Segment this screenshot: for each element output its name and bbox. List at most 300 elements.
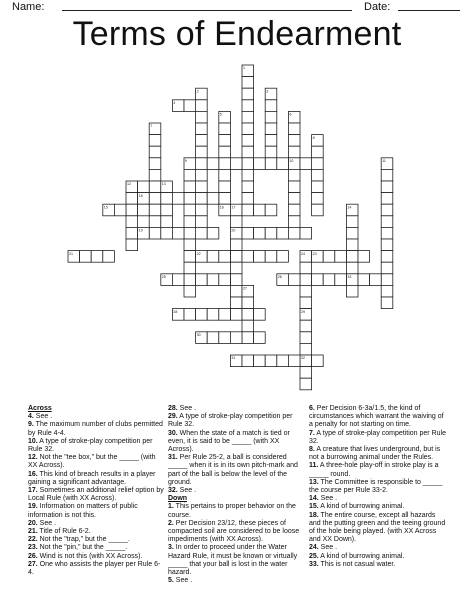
grid-cell[interactable] [219, 158, 231, 170]
grid-cell[interactable] [265, 123, 277, 135]
grid-cell[interactable] [300, 378, 312, 390]
grid-cell[interactable] [288, 169, 300, 181]
clue-text: Not the "trap," but the _____. [37, 536, 130, 544]
grid-cell[interactable] [242, 135, 254, 147]
grid-clue-number: 20 [231, 228, 236, 233]
grid-cell[interactable] [184, 274, 196, 286]
clue-text: Information on matters of public information is not this. [28, 503, 138, 519]
grid-cell[interactable] [126, 204, 138, 216]
grid-cell[interactable] [149, 193, 161, 205]
grid-cell[interactable] [149, 181, 161, 193]
grid-cell[interactable] [196, 193, 208, 205]
grid-cell[interactable] [219, 274, 231, 286]
clue-text: A type of stroke-play competition per Rule 32. [168, 413, 293, 429]
clue-text: The entire course, except all hazards and the putting green and the teeing ground of the hole being played. (with XX Across and XX Down). [309, 511, 446, 544]
grid-cell[interactable] [381, 251, 393, 263]
grid-cell[interactable] [196, 135, 208, 147]
grid-cell[interactable] [265, 158, 277, 170]
grid-clue-number: 16 [219, 205, 224, 210]
date-label: Date: [364, 1, 391, 13]
grid-cell[interactable] [149, 146, 161, 158]
grid-cell[interactable] [149, 135, 161, 147]
grid-cell[interactable] [300, 332, 312, 344]
clue-item [28, 520, 164, 528]
grid-cell[interactable] [254, 332, 266, 344]
grid-cell[interactable] [265, 251, 277, 263]
grid-cell[interactable] [277, 227, 289, 239]
grid-cell[interactable] [207, 251, 219, 263]
grid-cell[interactable] [300, 367, 312, 379]
clue-item [309, 553, 447, 561]
grid-cell[interactable] [381, 181, 393, 193]
grid-cell[interactable] [265, 135, 277, 147]
clue-column-3 [309, 405, 447, 569]
grid-cell[interactable] [265, 146, 277, 158]
clue-number: 33. [309, 560, 319, 568]
grid-cell[interactable] [346, 227, 358, 239]
clue-text: A kind of burrowing animal. [318, 552, 405, 560]
clue-number: 5. [168, 577, 174, 585]
grid-cell[interactable] [207, 309, 219, 321]
clue-text: See . [177, 487, 197, 495]
grid-cell[interactable] [196, 111, 208, 123]
grid-cell[interactable] [242, 77, 254, 89]
clue-item [168, 520, 304, 545]
clue-text: This is not casual water. [318, 560, 396, 568]
grid-cell[interactable] [381, 204, 393, 216]
name-label: Name: [12, 1, 45, 13]
grid-cell[interactable] [126, 193, 138, 205]
clue-number: 11. [309, 462, 319, 470]
grid-clue-number: 4 [173, 101, 176, 105]
grid-cell[interactable] [242, 158, 254, 170]
clue-text: See . [318, 495, 338, 503]
grid-cell[interactable] [207, 274, 219, 286]
grid-cell[interactable] [219, 135, 231, 147]
grid-cell[interactable] [242, 123, 254, 135]
grid-cell[interactable] [138, 181, 150, 193]
grid-cell[interactable] [381, 227, 393, 239]
grid-cell[interactable] [196, 227, 208, 239]
clue-text: When the state of a match is tied or even, it is said to be _____ (with XX Across). [168, 429, 290, 454]
grid-cell[interactable] [346, 239, 358, 251]
grid-cell[interactable] [288, 193, 300, 205]
clue-item [28, 471, 164, 487]
grid-cell[interactable] [219, 251, 231, 263]
clue-number: 32. [168, 487, 178, 495]
grid-clue-number: 11 [382, 159, 386, 163]
clue-text: This kind of breach results in a player gaining a significant advantage. [28, 470, 156, 486]
grid-clue-number: 7 [150, 124, 153, 129]
clue-item [309, 430, 447, 446]
grid-cell[interactable] [242, 100, 254, 112]
clue-column-1 [28, 405, 164, 577]
grid-cell[interactable] [207, 158, 219, 170]
clue-text: See . [173, 577, 193, 585]
grid-cell[interactable] [196, 158, 208, 170]
clue-text: The Committee is responsible to _____ the course per Rule 33-2. [309, 478, 443, 495]
grid-cell[interactable] [230, 216, 242, 228]
grid-cell[interactable] [312, 158, 324, 170]
clue-number: 4. [28, 413, 34, 421]
grid-cell[interactable] [312, 181, 324, 193]
grid-cell[interactable] [172, 227, 184, 239]
grid-cell[interactable] [265, 100, 277, 112]
grid-cell[interactable] [242, 309, 254, 321]
grid-cell[interactable] [138, 204, 150, 216]
grid-clue-number: 6 [289, 112, 292, 117]
grid-cell[interactable] [277, 251, 289, 263]
clue-item [309, 503, 447, 511]
grid-cell[interactable] [312, 355, 324, 367]
grid-cell[interactable] [207, 227, 219, 239]
clue-number: 18. [309, 511, 319, 519]
grid-clue-number: 2 [196, 89, 199, 94]
grid-cell[interactable] [346, 285, 358, 297]
grid-cell[interactable] [242, 332, 254, 344]
clue-item [28, 561, 164, 577]
grid-cell[interactable] [358, 274, 370, 286]
grid-cell[interactable] [207, 332, 219, 344]
clue-text: Per Decision 23/12, these pieces of compacted soil are considered to be loose impediments (with XX Across). [168, 519, 300, 544]
grid-cell[interactable] [230, 262, 242, 274]
clue-item [168, 487, 304, 495]
grid-cell[interactable] [242, 146, 254, 158]
grid-clue-number: 3 [266, 89, 269, 94]
grid-cell[interactable] [288, 135, 300, 147]
grid-cell[interactable] [184, 285, 196, 297]
page-title: Terms of Endearment [72, 15, 402, 53]
grid-cell[interactable] [184, 216, 196, 228]
grid-cell[interactable] [300, 158, 312, 170]
grid-cell[interactable] [242, 169, 254, 181]
clue-item [309, 561, 447, 569]
clue-text: A type of stroke-play competition per Rule 32. [28, 437, 153, 454]
grid-clue-number: 15 [103, 205, 108, 210]
grid-cell[interactable] [114, 204, 126, 216]
clue-text: Not the "pin," but the _____. [37, 544, 128, 552]
grid-cell[interactable] [219, 332, 231, 344]
grid-cell[interactable] [254, 355, 266, 367]
grid-cell[interactable] [149, 216, 161, 228]
grid-cell[interactable] [346, 262, 358, 274]
grid-clue-number: 18 [138, 193, 143, 198]
clue-number: 3. [168, 544, 174, 552]
grid-cell[interactable] [300, 262, 312, 274]
grid-cell[interactable] [196, 309, 208, 321]
grid-cell[interactable] [265, 227, 277, 239]
grid-cell[interactable] [381, 285, 393, 297]
clue-item [309, 446, 447, 462]
grid-cell[interactable] [242, 355, 254, 367]
grid-cell[interactable] [346, 251, 358, 263]
clue-number: 30. [168, 429, 178, 437]
grid-cell[interactable] [312, 193, 324, 205]
grid-cell[interactable] [242, 251, 254, 263]
grid-cell[interactable] [242, 88, 254, 100]
grid-cell[interactable] [161, 227, 173, 239]
clue-number: 12. [28, 454, 38, 462]
clue-text: A type of stroke-play competition per Rule 32. [309, 429, 446, 445]
grid-cell[interactable] [184, 181, 196, 193]
clue-number: 13. [309, 478, 319, 486]
clue-text: The maximum number of clubs permitted by Rule 4-4. [28, 421, 163, 437]
grid-clue-number: 33 [347, 275, 352, 279]
grid-cell[interactable] [323, 274, 335, 286]
grid-clue-number: 31 [231, 356, 236, 361]
grid-cell[interactable] [230, 158, 242, 170]
grid-cell[interactable] [242, 227, 254, 239]
grid-cell[interactable] [277, 158, 289, 170]
grid-cell[interactable] [381, 216, 393, 228]
clue-item [309, 462, 447, 478]
grid-clue-number: 25 [161, 275, 166, 279]
grid-clue-number: 29 [301, 309, 305, 314]
grid-cell[interactable] [312, 146, 324, 158]
grid-cell[interactable] [242, 193, 254, 205]
clue-text: Not the "tee box," but the _____ (with XX Across). [28, 454, 156, 470]
grid-cell[interactable] [381, 169, 393, 181]
grid-cell[interactable] [161, 193, 173, 205]
grid-cell[interactable] [230, 239, 242, 251]
grid-cell[interactable] [219, 146, 231, 158]
grid-cell[interactable] [288, 204, 300, 216]
clue-item [168, 413, 304, 429]
grid-cell[interactable] [358, 251, 370, 263]
grid-cell[interactable] [288, 123, 300, 135]
grid-cell[interactable] [196, 204, 208, 216]
grid-cell[interactable] [196, 100, 208, 112]
grid-cell[interactable] [184, 239, 196, 251]
grid-cell[interactable] [242, 204, 254, 216]
clue-item [28, 438, 164, 454]
grid-clue-number: 27 [243, 286, 247, 291]
clue-item [28, 503, 164, 519]
grid-cell[interactable] [288, 216, 300, 228]
clue-text: See . [37, 519, 57, 527]
grid-cell[interactable] [196, 274, 208, 286]
clue-item [28, 421, 164, 437]
grid-cell[interactable] [230, 309, 242, 321]
grid-clue-number: 24 [301, 251, 305, 256]
grid-clue-number: 17 [231, 205, 236, 210]
clue-number: 22. [28, 536, 38, 544]
clue-item [28, 413, 164, 421]
grid-cell[interactable] [161, 216, 173, 228]
grid-cell[interactable] [184, 309, 196, 321]
grid-cell[interactable] [230, 274, 242, 286]
grid-cell[interactable] [254, 227, 266, 239]
grid-cell[interactable] [184, 100, 196, 112]
grid-clue-number: 28 [173, 309, 178, 314]
grid-cell[interactable] [346, 216, 358, 228]
grid-clue-number: 30 [196, 333, 201, 337]
grid-cell[interactable] [149, 169, 161, 181]
clue-text: A three-hole play-off in stroke play is a _____ round. [309, 462, 439, 478]
grid-cell[interactable] [184, 251, 196, 263]
grid-cell[interactable] [184, 227, 196, 239]
clue-number: 16. [28, 470, 38, 478]
grid-cell[interactable] [172, 274, 184, 286]
grid-cell[interactable] [196, 216, 208, 228]
grid-cell[interactable] [381, 274, 393, 286]
grid-cell[interactable] [335, 274, 347, 286]
grid-cell[interactable] [207, 193, 219, 205]
grid-cell[interactable] [149, 158, 161, 170]
clue-number: 31. [168, 454, 178, 462]
clue-item [309, 512, 447, 545]
clue-item [168, 430, 304, 455]
clue-number: 23. [28, 544, 38, 552]
grid-cell[interactable] [300, 274, 312, 286]
grid-cell[interactable] [219, 181, 231, 193]
clue-text: A creature that lives underground, but is not a burrowing animal under the Rules. [309, 446, 441, 462]
grid-cell[interactable] [184, 169, 196, 181]
clue-item [309, 495, 447, 503]
grid-cell[interactable] [381, 262, 393, 274]
grid-cell[interactable] [254, 309, 266, 321]
clue-item [168, 503, 304, 519]
grid-cell[interactable] [300, 227, 312, 239]
grid-cell[interactable] [149, 204, 161, 216]
grid-cell[interactable] [91, 251, 103, 263]
grid-cell[interactable] [300, 297, 312, 309]
grid-cell[interactable] [288, 355, 300, 367]
clue-text: This pertains to proper behavior on the course. [168, 503, 296, 519]
clue-text: Title of Rule 6-2. [37, 528, 91, 536]
grid-cell[interactable] [300, 343, 312, 355]
grid-clue-number: 12 [127, 182, 131, 187]
clue-text: See . [318, 544, 338, 552]
grid-cell[interactable] [312, 169, 324, 181]
grid-clue-number: 10 [289, 159, 294, 163]
grid-cell[interactable] [288, 181, 300, 193]
grid-cell[interactable] [254, 158, 266, 170]
grid-cell[interactable] [335, 251, 347, 263]
clue-number: 29. [168, 413, 178, 421]
grid-cell[interactable] [242, 320, 254, 332]
clue-section-heading: Down [168, 495, 188, 503]
grid-cell[interactable] [381, 297, 393, 309]
grid-cell[interactable] [172, 193, 184, 205]
grid-cell[interactable] [254, 251, 266, 263]
clue-item [168, 405, 304, 413]
grid-cell[interactable] [242, 111, 254, 123]
grid-cell[interactable] [184, 193, 196, 205]
grid-cell[interactable] [103, 251, 115, 263]
grid-cell[interactable] [184, 262, 196, 274]
clue-number: 20. [28, 519, 38, 527]
clue-item [309, 544, 447, 552]
grid-cell[interactable] [219, 123, 231, 135]
clue-text: Sometimes an additional relief option by Local Rule (with XX Across). [28, 487, 164, 503]
clue-item [28, 536, 164, 544]
grid-cell[interactable] [196, 123, 208, 135]
grid-cell[interactable] [265, 204, 277, 216]
clue-column-2 [168, 405, 304, 585]
clue-number: 19. [28, 503, 38, 511]
clue-number: 1. [168, 503, 174, 511]
clue-number: 10. [28, 437, 38, 445]
clue-text: Per Rule 25-2, a ball is considered _____ when it is in its own pitch-mark and part of the ball is below the level of the ground. [168, 454, 298, 486]
clue-item [28, 528, 164, 536]
grid-clue-number: 26 [277, 275, 282, 279]
clue-section-heading: Across [28, 405, 52, 412]
grid-cell[interactable] [219, 169, 231, 181]
grid-cell[interactable] [381, 239, 393, 251]
clue-text: See . [33, 413, 53, 421]
clue-number: 8. [309, 446, 315, 454]
grid-cell[interactable] [184, 204, 196, 216]
grid-cell[interactable] [149, 227, 161, 239]
grid-cell[interactable] [230, 251, 242, 263]
grid-cell[interactable] [288, 146, 300, 158]
grid-cell[interactable] [196, 146, 208, 158]
grid-cell[interactable] [300, 285, 312, 297]
grid-cell[interactable] [288, 227, 300, 239]
grid-cell[interactable] [242, 297, 254, 309]
clue-item [28, 553, 164, 561]
clue-number: 14. [309, 495, 319, 503]
grid-cell[interactable] [312, 204, 324, 216]
clue-text: A kind of burrowing animal. [318, 503, 405, 511]
grid-cell[interactable] [126, 216, 138, 228]
clue-text: One who assists the player per Rule 6-4. [28, 560, 161, 577]
grid-cell[interactable] [230, 297, 242, 309]
grid-clue-number: 5 [219, 112, 222, 117]
grid-cell[interactable] [312, 274, 324, 286]
grid-cell[interactable] [219, 309, 231, 321]
grid-cell[interactable] [265, 355, 277, 367]
grid-cell[interactable] [254, 204, 266, 216]
grid-cell[interactable] [370, 274, 382, 286]
grid-clue-number: 1 [243, 66, 245, 71]
grid-cell[interactable] [196, 181, 208, 193]
clue-number: 9. [28, 421, 34, 429]
grid-cell[interactable] [80, 251, 92, 263]
clue-number: 17. [28, 487, 38, 495]
grid-cell[interactable] [230, 332, 242, 344]
clue-text: In order to proceed under the Water Hazard Rule, it must be known or virtually _____ that your ball is lost in the water hazard. [168, 544, 298, 577]
grid-clue-number: 19 [138, 228, 143, 233]
grid-cell[interactable] [219, 193, 231, 205]
grid-clue-number: 22 [196, 251, 201, 256]
clue-number: 28. [168, 405, 178, 412]
grid-clue-number: 13 [161, 182, 166, 187]
grid-clue-number: 14 [347, 205, 352, 210]
grid-cell[interactable] [161, 204, 173, 216]
clue-text: Per Decision 6-3a/1.5, the kind of circumstances which warrant the waiving of a penalty for not starting on time. [309, 405, 444, 429]
clue-text: See . [177, 405, 197, 412]
clue-item [28, 454, 164, 470]
clue-item [28, 544, 164, 552]
grid-cell[interactable] [196, 169, 208, 181]
grid-cell[interactable] [265, 111, 277, 123]
grid-clue-number: 21 [69, 251, 73, 256]
grid-cell[interactable] [300, 320, 312, 332]
grid-cell[interactable] [288, 274, 300, 286]
grid-cell[interactable] [126, 227, 138, 239]
clue-number: 15. [309, 503, 319, 511]
grid-cell[interactable] [126, 239, 138, 251]
grid-cell[interactable] [277, 355, 289, 367]
clue-number: 26. [28, 552, 38, 560]
clue-number: 6. [309, 405, 315, 412]
grid-cell[interactable] [242, 181, 254, 193]
grid-cell[interactable] [230, 285, 242, 297]
grid-cell[interactable] [381, 193, 393, 205]
grid-cell[interactable] [323, 251, 335, 263]
